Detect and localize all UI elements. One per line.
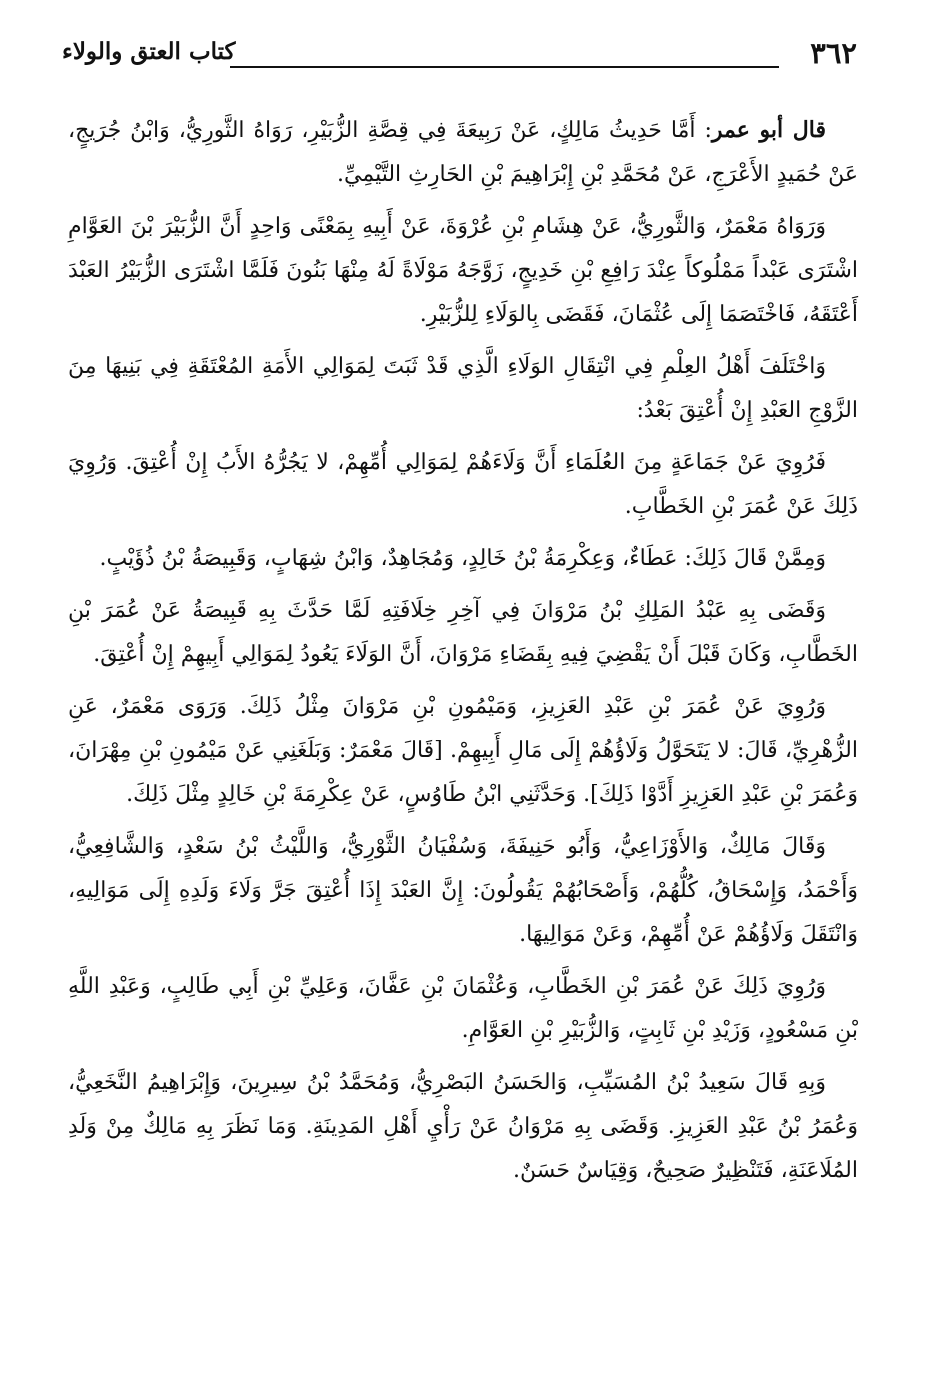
paragraph [68, 825, 858, 957]
running-title: كتاب العتق والولاء [62, 38, 236, 65]
paragraph [68, 1061, 858, 1193]
paragraph [68, 685, 858, 817]
paragraph-text: وَرُوِيَ ذَلِكَ عَنْ عُمَرَ بْنِ الخَطَّابِ، وَعُثْمَانَ بْنِ عَفَّانَ، وَعَلِيِّ بْنِ أَبِي طَالِبٍ، وَعَبْدِ اللَّهِ بْنِ مَسْعُودٍ، وَزَيْدِ بْنِ ثَابِتٍ، وَالزُّبَيْرِ بْنِ العَوَّامِ. [68, 974, 858, 1043]
header-rule [230, 66, 779, 68]
paragraph-text: فَرُوِيَ عَنْ جَمَاعَةٍ مِنَ العُلَمَاءِ أَنَّ وَلَاءَهُمْ لِمَوَالِي أُمِّهِمْ، لا يَجُرُّهُ الأَبُ إِنْ أُعْتِقَ. وَرُوِيَ ذَلِكَ عَنْ عُمَرَ بْنِ الخَطَّابِ. [68, 450, 858, 519]
paragraph-text: وَقَضَى بِهِ عَبْدُ المَلِكِ بْنُ مَرْوَانَ فِي آخِرِ خِلَافَتِهِ لَمَّا حَدَّثَ بِهِ قَبِيصَةُ عَنْ عُمَرَ بْنِ الخَطَّابِ، وَكَانَ قَبْلَ أَنْ يَقْضِيَ فِيهِ بِقَضَاءِ مَرْوَانَ، أَنَّ الوَلَاءَ يَعُودُ لِمَوَالِي أَبِيهِمْ إِنْ أُعْتِقَ. [68, 598, 858, 667]
paragraph [68, 965, 858, 1053]
paragraph-text: وَبِهِ قَالَ سَعِيدُ بْنُ المُسَيِّبِ، وَالحَسَنُ البَصْرِيُّ، وَمُحَمَّدُ بْنُ سِيرِينَ، وَإِبْرَاهِيمُ النَّخَعِيُّ، وَعُمَرُ بْنُ عَبْدِ العَزِيزِ. وَقَضَى بِهِ مَرْوَانُ عَنْ رَأْيِ أَهْلِ المَدِينَةِ. وَمَا نَظَرَ بِهِ مَالِكٌ مِنْ وَلَدِ المُلَاعَنَةِ، فَتَنْظِيرٌ صَحِيحٌ، وَقِيَاسٌ حَسَنٌ. [68, 1070, 858, 1183]
page-number: ٣٦٢ [810, 36, 857, 70]
page-header [62, 30, 857, 80]
paragraph-text: وَقَالَ مَالِكٌ، وَالأَوْزَاعِيُّ، وَأَبُو حَنِيفَةَ، وَسُفْيَانُ الثَّوْرِيُّ، وَاللَّيْثُ بْنُ سَعْدٍ، وَالشَّافِعِيُّ، وَأَحْمَدُ، وَإِسْحَاقُ، كُلُّهُمْ، وَأَصْحَابُهُمْ يَقُولُونَ: إِنَّ العَبْدَ إِذَا أُعْتِقَ جَرَّ وَلَاءَ وَلَدِهِ إِلَى مَوَالِيهِ، وَانْتَقَلَ وَلَاؤُهُمْ عَنْ أُمِّهِمْ، وَعَنْ مَوَالِيهَا. [68, 834, 858, 947]
paragraph [68, 589, 858, 677]
paragraph [68, 205, 858, 337]
paragraph [68, 441, 858, 529]
paragraph-text: : أَمَّا حَدِيثُ مَالِكٍ، عَنْ رَبِيعَةَ فِي قِصَّةِ الزُّبَيْرِ، رَوَاهُ الثَّورِيُّ، وَابْنُ جُرَيجٍ، عَنْ حُمَيدٍ الأَعْرَجِ، عَنْ مُحَمَّدِ بْنِ إِبْرَاهِيمَ بْنِ الحَارِثِ التَّيْمِيِّ. [68, 118, 858, 187]
paragraph [68, 108, 858, 197]
page-body [68, 108, 858, 1193]
speaker-label: قال أبو عمر [711, 117, 827, 143]
paragraph-text: وَاخْتَلَفَ أَهْلُ العِلْمِ فِي انْتِقَالِ الوَلَاءِ الَّذِي قَدْ ثَبَتَ لِمَوَالِي الأَمَةِ المُعْتَقَةِ فِي بَنِيهَا مِنَ الزَّوْجِ العَبْدِ إِنْ أُعْتِقَ بَعْدُ: [68, 354, 858, 423]
paragraph-text: وَرَوَاهُ مَعْمَرٌ، وَالثَّورِيُّ، عَنْ هِشَامِ بْنِ عُرْوَةَ، عَنْ أَبِيهِ بِمَعْنًى وَاحِدٍ أَنَّ الزُّبَيْرَ بْنَ العَوَّامِ اشْتَرَى عَبْداً مَمْلُوكاً عِنْدَ رَافِعِ بْنِ خَدِيجٍ، زَوَّجَهُ مَوْلَاةً لَهُ مِنْهَا بَنُونَ فَلَمَّا اشْتَرَى الزُّبَيْرُ العَبْدَ أَعْتَقَهُ، فَاخْتَصَمَا إِلَى عُثْمَانَ، فَقَضَى بِالوَلَاءِ لِلزُّبَيْرِ. [68, 214, 858, 327]
paragraph [68, 537, 858, 581]
paragraph-text: وَرُوِيَ عَنْ عُمَرَ بْنِ عَبْدِ العَزِيزِ، وَمَيْمُونِ بْنِ مَرْوَانَ مِثْلُ ذَلِكَ. وَرَوَى مَعْمَرٌ، عَنِ الزُّهْرِيِّ، قَالَ: لا يَتَحَوَّلُ وَلَاؤُهُمْ إِلَى مَالِ أَبِيهِمْ. [قَالَ مَعْمَرٌ: وَبَلَغَنِي عَنْ مَيْمُونِ بْنِ مِهْرَانَ، وَعُمَرَ بْنِ عَبْدِ العَزِيزِ أَدَّوْا ذَلِكَ]. وَحَدَّثَنِي ابْنُ طَاوُسٍ، عَنْ عِكْرِمَةَ بْنِ خَالِدٍ مِثْلَ ذَلِكَ. [68, 694, 858, 807]
paragraph-text: وَمِمَّنْ قَالَ ذَلِكَ: عَطَاءٌ، وَعِكْرِمَةُ بْنُ خَالِدٍ، وَمُجَاهِدٌ، وَابْنُ شِهَابٍ، وَقَبِيصَةُ بْنُ ذُؤَيْبٍ. [99, 546, 826, 571]
paragraph [68, 345, 858, 433]
